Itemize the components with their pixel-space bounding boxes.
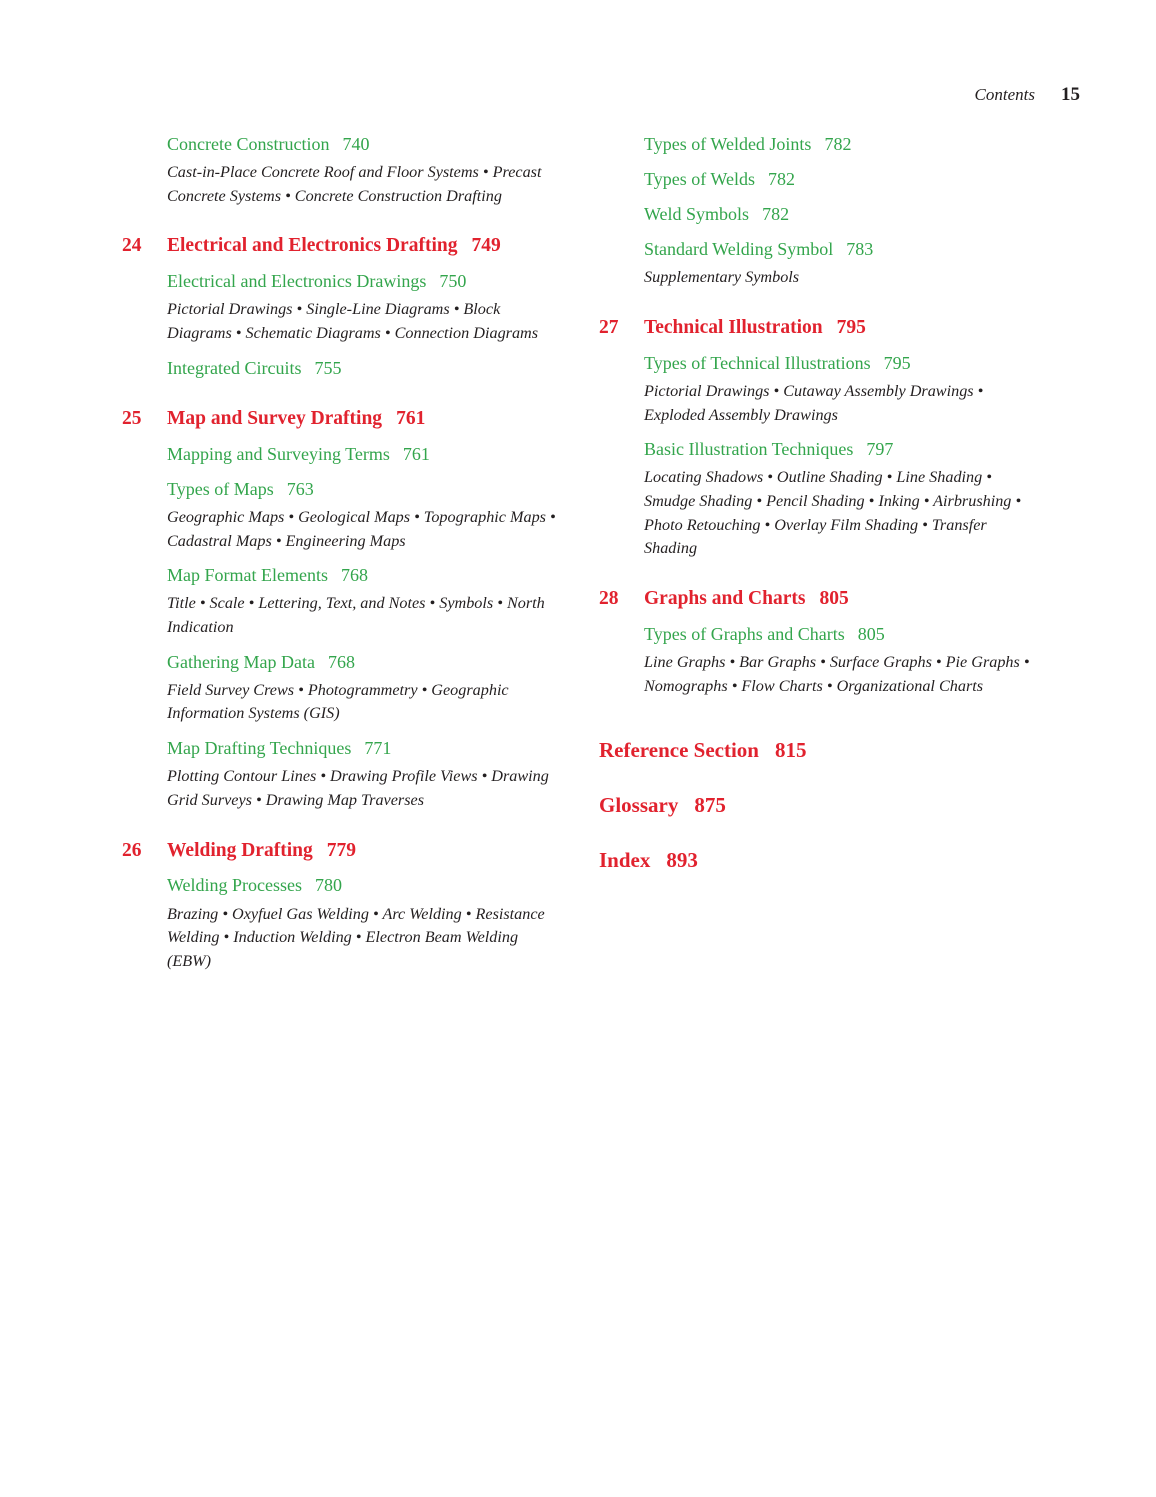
running-head — [975, 84, 1080, 106]
section-title: Electrical and Electronics Drawings — [167, 271, 427, 292]
toc-section-entry[interactable] — [644, 166, 1034, 192]
chapter-title — [167, 234, 557, 259]
chapter-number: 28 — [599, 588, 619, 610]
chapter-title — [167, 839, 557, 864]
chapter-page-number: 779 — [326, 839, 356, 861]
running-head-label: Contents — [974, 85, 1035, 104]
toc-columns — [122, 122, 1034, 974]
chapter-page-number: 795 — [836, 317, 866, 339]
toc-subtopic-list: Title • Scale • Lettering, Text, and Notes • Symbols • North Indication — [167, 594, 545, 637]
page-number: 15 — [1061, 84, 1080, 105]
section-title: Gathering Map Data — [167, 651, 315, 672]
chapter-title-text: Electrical and Electronics Drafting — [167, 235, 458, 257]
toc-backmatter-entry[interactable] — [599, 848, 1034, 873]
toc-left-column — [122, 122, 557, 974]
toc-chapter-entry[interactable] — [599, 587, 1034, 612]
toc-section-entry[interactable] — [644, 201, 1034, 227]
toc-subtopic-list: Pictorial Drawings • Cutaway Assembly Drawings • Exploded Assembly Drawings — [644, 382, 984, 424]
section-page-number: 761 — [402, 443, 430, 464]
toc-chapter-entry[interactable] — [122, 234, 557, 259]
section-page-number: 782 — [824, 134, 852, 154]
toc-section-entry[interactable] — [167, 872, 557, 898]
section-title: Integrated Circuits — [167, 357, 302, 378]
section-page-number: 780 — [315, 875, 343, 896]
toc-subtopic-list: Field Survey Crews • Photogrammetry • Geographic Information Systems (GIS) — [167, 680, 509, 723]
toc-subtopic-list: Cast-in-Place Concrete Roof and Floor Systems • Precast Concrete Systems • Concrete Construction Drafting — [167, 163, 542, 205]
section-title: Welding Processes — [167, 875, 303, 896]
chapter-page-number: 749 — [471, 235, 501, 257]
section-page-number: 768 — [340, 565, 368, 586]
section-page-number: 805 — [857, 624, 885, 645]
section-page-number: 783 — [846, 239, 874, 260]
chapter-page-number: 805 — [819, 588, 849, 610]
backmatter-title: Glossary — [599, 793, 679, 818]
section-page-number: 740 — [342, 134, 370, 154]
backmatter-page-number: 875 — [694, 793, 726, 818]
toc-section-entry[interactable] — [644, 621, 1034, 647]
toc-section-entry[interactable] — [644, 436, 1034, 462]
toc-subtopic-list: Geographic Maps • Geological Maps • Topographic Maps • Cadastral Maps • Engineering Maps — [167, 508, 556, 550]
chapter-title-text: Graphs and Charts — [644, 588, 806, 610]
backmatter-title: Reference Section — [599, 738, 759, 763]
toc-chapter-entry[interactable] — [599, 316, 1034, 341]
chapter-number: 27 — [599, 317, 619, 339]
section-title: Types of Graphs and Charts — [644, 624, 845, 645]
toc-section-entry[interactable] — [167, 562, 557, 588]
section-page-number: 763 — [286, 478, 314, 499]
toc-section-entry[interactable] — [167, 441, 557, 467]
section-page-number: 771 — [364, 738, 392, 759]
section-page-number: 750 — [439, 271, 467, 292]
chapter-title — [644, 587, 1034, 612]
backmatter-page-number: 815 — [774, 738, 807, 763]
toc-section-entry[interactable] — [644, 131, 1034, 157]
chapter-title — [644, 316, 1034, 341]
toc-section-entry[interactable] — [167, 649, 557, 675]
toc-subtopic-list: Pictorial Drawings • Single-Line Diagrams • Block Diagrams • Schematic Diagrams • Connection Diagrams — [167, 300, 539, 343]
toc-backmatter-entry[interactable] — [599, 793, 1034, 818]
chapter-number: 24 — [122, 235, 142, 257]
toc-section-entry[interactable] — [167, 131, 557, 157]
back-matter-spacer — [599, 698, 1034, 708]
toc-chapter-entry[interactable] — [122, 839, 557, 864]
chapter-title — [167, 407, 557, 432]
chapter-title-text: Technical Illustration — [644, 317, 823, 339]
toc-subtopic-list: Supplementary Symbols — [644, 268, 800, 287]
chapter-number: 26 — [122, 839, 142, 861]
section-title: Basic Illustration Techniques — [644, 439, 854, 460]
section-title: Types of Welded Joints — [644, 134, 812, 154]
section-title: Concrete Construction — [167, 134, 330, 154]
toc-section-entry[interactable] — [167, 476, 557, 502]
section-page-number: 782 — [767, 169, 795, 190]
toc-section-entry[interactable] — [644, 350, 1034, 376]
chapter-number: 25 — [122, 407, 142, 429]
toc-subtopic-list: Brazing • Oxyfuel Gas Welding • Arc Welding • Resistance Welding • Induction Welding • Electron Beam Welding (EBW) — [167, 904, 545, 970]
toc-section-entry[interactable] — [167, 268, 557, 294]
section-title: Weld Symbols — [644, 204, 750, 225]
toc-subtopic-list: Locating Shadows • Outline Shading • Line Shading • Smudge Shading • Pencil Shading • Inking • Airbrushing • Photo Retouching • Overlay Film Shading • Transfer Shading — [644, 468, 1022, 558]
section-title: Types of Maps — [167, 478, 274, 499]
toc-section-entry[interactable] — [644, 236, 1034, 262]
toc-right-column — [599, 122, 1034, 974]
chapter-page-number: 761 — [396, 407, 426, 429]
toc-section-entry[interactable] — [167, 355, 557, 381]
section-title: Types of Technical Illustrations — [644, 352, 871, 373]
backmatter-page-number: 893 — [666, 848, 698, 873]
section-page-number: 782 — [762, 204, 790, 225]
toc-chapter-entry[interactable] — [122, 407, 557, 432]
chapter-title-text: Welding Drafting — [167, 839, 313, 861]
toc-backmatter-entry[interactable] — [599, 738, 1034, 763]
section-page-number: 795 — [883, 352, 911, 373]
section-page-number: 755 — [314, 357, 342, 378]
chapter-title-text: Map and Survey Drafting — [167, 407, 383, 429]
section-title: Map Format Elements — [167, 565, 328, 586]
section-title: Map Drafting Techniques — [167, 738, 352, 759]
section-title: Types of Welds — [644, 169, 755, 190]
section-title: Mapping and Surveying Terms — [167, 443, 390, 464]
section-title: Standard Welding Symbol — [644, 239, 834, 260]
toc-subtopic-list: Plotting Contour Lines • Drawing Profile Views • Drawing Grid Surveys • Drawing Map Traverses — [167, 767, 549, 809]
toc-subtopic-list: Line Graphs • Bar Graphs • Surface Graphs • Pie Graphs • Nomographs • Flow Charts • Organizational Charts — [644, 653, 1030, 695]
toc-section-entry[interactable] — [167, 735, 557, 761]
section-page-number: 797 — [866, 439, 894, 460]
section-page-number: 768 — [327, 651, 355, 672]
backmatter-title: Index — [599, 848, 651, 873]
